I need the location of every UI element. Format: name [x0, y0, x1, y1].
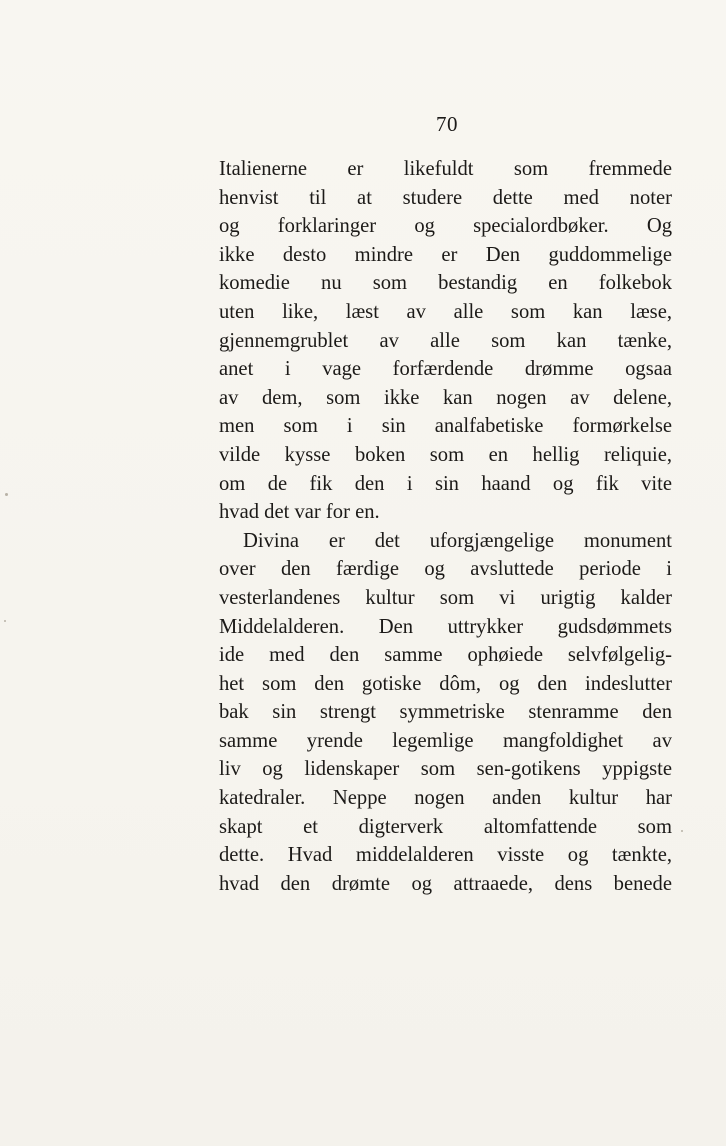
- text-line: skapt et digterverk altomfattende som: [219, 815, 672, 838]
- text-line: men som i sin analfabetiske formørkelse: [219, 415, 672, 438]
- text-line: dette. Hvad middelalderen visste og tænkte,: [219, 844, 672, 867]
- text-line: het som den gotiske dôm, og den indeslutter: [219, 672, 672, 695]
- paper-speck: [4, 620, 6, 622]
- text-line: over den færdige og avsluttede periode i: [219, 558, 672, 581]
- text-line: uten like, læst av alle som kan læse,: [219, 300, 672, 323]
- text-line: hvad den drømte og attraaede, dens benede: [219, 872, 672, 895]
- text-line: Middelalderen. Den uttrykker gudsdømmets: [219, 615, 672, 638]
- text-line: hvad det var for en.: [219, 501, 380, 524]
- paragraph-2: [219, 527, 672, 899]
- text-line: Italienerne er likefuldt som fremmede: [219, 158, 672, 180]
- page-number: 70: [436, 112, 458, 136]
- text-line: ikke desto mindre er Den guddommelige: [219, 243, 672, 266]
- body-text: [219, 155, 672, 898]
- paper-speck: [5, 493, 8, 496]
- text-line: Divina er det uforgjængelige monument: [243, 529, 672, 552]
- text-line: vilde kysse boken som en hellig reliquie,: [219, 443, 672, 466]
- text-line: gjennemgrublet av alle som kan tænke,: [219, 329, 672, 352]
- text-line: av dem, som ikke kan nogen av delene,: [219, 386, 672, 409]
- text-line: bak sin strengt symmetriske stenramme den: [219, 701, 672, 724]
- paragraph-1: [219, 155, 672, 527]
- text-line: henvist til at studere dette med noter: [219, 186, 672, 209]
- text-line: ide med den samme ophøiede selvfølgelig-: [219, 644, 672, 667]
- text-line: liv og lidenskaper som sen-gotikens yppigste: [219, 758, 672, 781]
- text-line: anet i vage forfærdende drømme ogsaa: [219, 358, 672, 381]
- text-line: vesterlandenes kultur som vi urigtig kalder: [219, 586, 672, 609]
- text-line: og forklaringer og specialordbøker. Og: [219, 215, 672, 238]
- text-line: komedie nu som bestandig en folkebok: [219, 272, 672, 295]
- text-line: samme yrende legemlige mangfoldighet av: [219, 729, 672, 752]
- paper-speck: [681, 830, 683, 832]
- text-line: om de fik den i sin haand og fik vite: [219, 472, 672, 495]
- text-line: katedraler. Neppe nogen anden kultur har: [219, 787, 672, 810]
